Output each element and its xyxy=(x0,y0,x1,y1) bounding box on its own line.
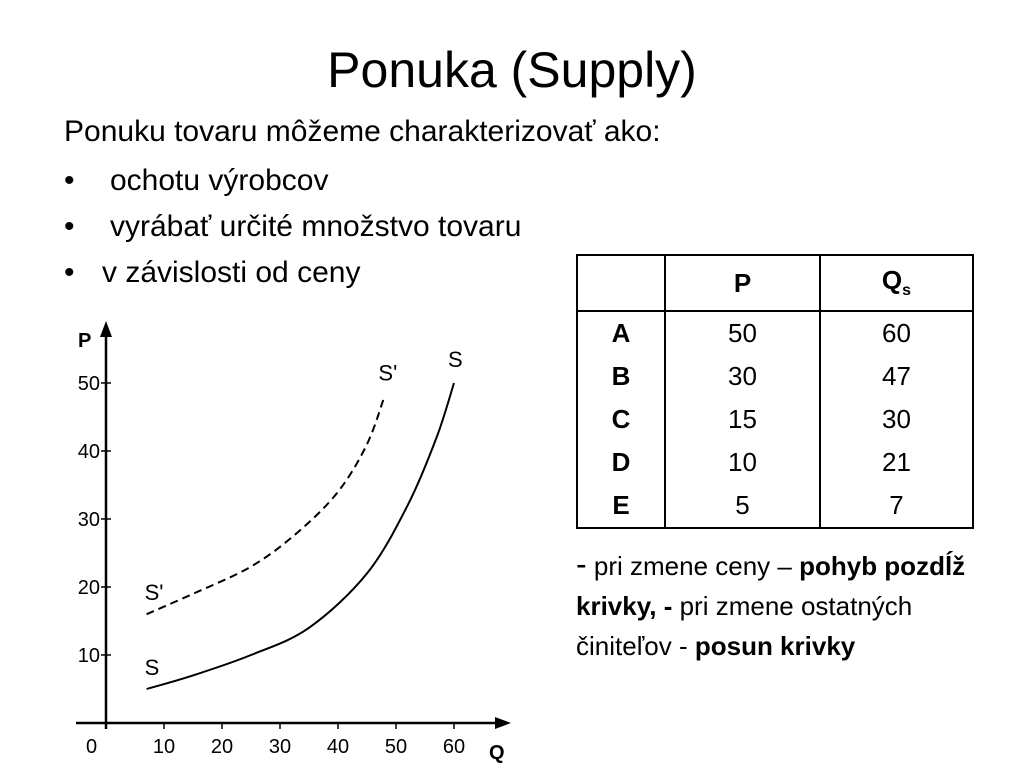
bullet-marker: • xyxy=(64,256,75,289)
bullet-item xyxy=(62,250,521,296)
table-row xyxy=(577,398,973,441)
y-axis-label: P xyxy=(78,330,92,352)
x-tick-label: 50 xyxy=(384,736,408,758)
note-text-1: pri zmene ceny – xyxy=(586,551,800,581)
supply-table xyxy=(576,254,974,529)
row-key: A xyxy=(577,311,665,355)
intro-text: Ponuku tovaru môžeme charakterizovať ako: xyxy=(64,115,661,148)
supply-curve-shifted xyxy=(144,397,385,615)
x-tick-label: 20 xyxy=(210,736,234,758)
row-key: E xyxy=(577,484,665,528)
row-key: D xyxy=(577,441,665,484)
y-tick-label: 30 xyxy=(77,509,100,531)
supply-curve xyxy=(144,383,454,689)
table-row xyxy=(577,355,973,398)
table-row xyxy=(577,441,973,484)
y-tick-label: 40 xyxy=(77,441,100,463)
price-cell: 15 xyxy=(665,398,820,441)
table-row xyxy=(577,311,973,355)
price-cell: 10 xyxy=(665,441,820,484)
table-row xyxy=(577,484,973,528)
note-text xyxy=(576,544,976,666)
price-cell: 5 xyxy=(665,484,820,528)
bullet-list xyxy=(62,158,521,296)
bullet-item xyxy=(62,158,521,204)
table-header-price: P xyxy=(665,255,820,311)
bullet-text: vyrábať určité množstvo tovaru xyxy=(110,210,522,243)
y-tick-label: 10 xyxy=(77,645,100,667)
x-tick-label: 0 xyxy=(86,736,98,758)
bullet-marker: • xyxy=(64,210,75,243)
price-cell: 50 xyxy=(665,311,820,355)
quantity-cell: 60 xyxy=(820,311,973,355)
supply-chart xyxy=(60,315,520,765)
x-tick-label: 10 xyxy=(152,736,176,758)
note-dash: - xyxy=(576,546,587,582)
bullet-item xyxy=(62,204,521,250)
quantity-cell: 47 xyxy=(820,355,973,398)
note-bold-1: pohyb pozdĺž krivky, - xyxy=(576,551,966,621)
x-tick-label: 40 xyxy=(326,736,350,758)
x-axis-arrow xyxy=(495,717,511,729)
bullet-text: v závislosti od ceny xyxy=(102,256,361,289)
x-tick-label: 60 xyxy=(442,736,466,758)
chart-axes xyxy=(76,321,511,729)
x-axis-label: Q xyxy=(489,742,505,764)
slide-title: Ponuka (Supply) xyxy=(327,42,697,98)
row-key: C xyxy=(577,398,665,441)
bullet-text: ochotu výrobcov xyxy=(110,164,329,197)
chart-ticks xyxy=(78,373,465,758)
x-tick-label: 30 xyxy=(268,736,292,758)
chart-labels xyxy=(78,330,505,764)
curve-label-start: S' xyxy=(144,580,164,606)
chart-series xyxy=(144,383,454,689)
quantity-cell: 30 xyxy=(820,398,973,441)
curve-label-start: S xyxy=(144,655,160,680)
bullet-marker: • xyxy=(64,164,75,197)
price-cell: 30 xyxy=(665,355,820,398)
table-header-empty xyxy=(577,255,665,311)
quantity-cell: 7 xyxy=(820,484,973,528)
y-tick-label: 20 xyxy=(77,577,100,599)
curve-label-end: S xyxy=(448,347,463,372)
table-header-quantity-supplied: $Q_s$ xyxy=(820,255,973,311)
table-header-row xyxy=(577,255,973,311)
y-axis-arrow xyxy=(100,321,112,337)
row-key: B xyxy=(577,355,665,398)
curve-label-end: S' xyxy=(378,360,398,386)
note-bold-2: posun krivky xyxy=(694,631,856,661)
quantity-cell: 21 xyxy=(820,441,973,484)
note-text-2: pri zmene ostatných činiteľov - xyxy=(576,591,913,661)
y-tick-label: 50 xyxy=(77,373,100,395)
